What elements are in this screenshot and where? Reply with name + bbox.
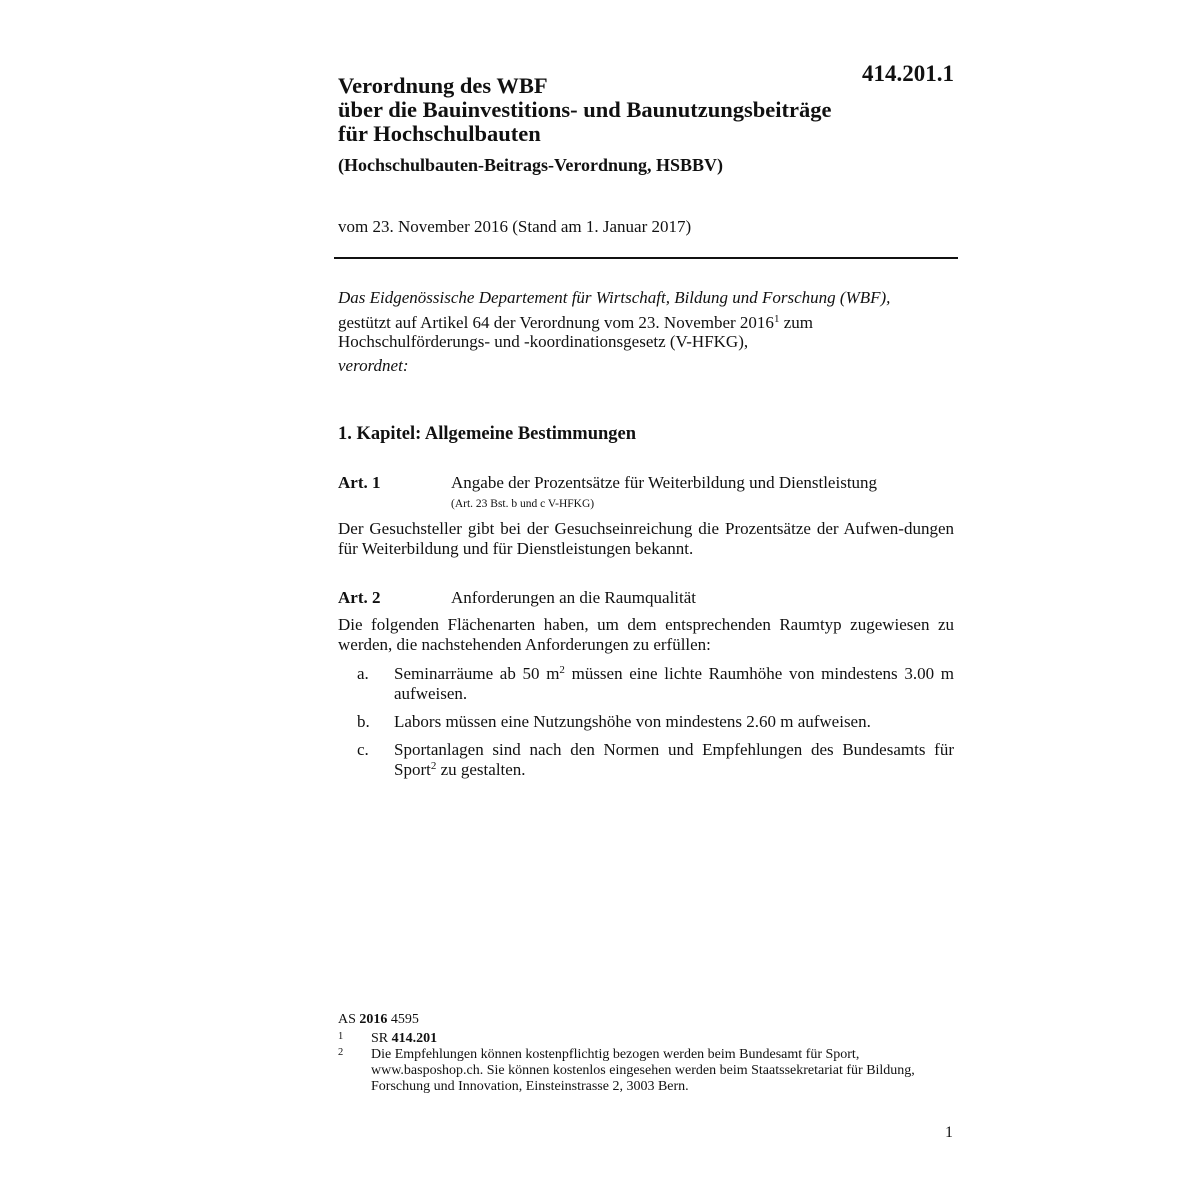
article-reference: (Art. 23 Bst. b und c V-HFKG) xyxy=(451,498,595,510)
article-number: Art. 1 xyxy=(338,473,381,492)
footnote-prefix: SR xyxy=(371,1031,392,1046)
list-item-text xyxy=(394,664,954,704)
list-item-text-part: Labors müssen eine Nutzungshöhe von mindestens 2.60 m aufweisen. xyxy=(394,712,871,731)
footnote-ref[interactable]: 2 xyxy=(430,760,437,772)
article-number: Art. 2 xyxy=(338,588,381,607)
date-line: vom 23. November 2016 (Stand am 1. Januar 2017) xyxy=(338,217,692,236)
list-item-text xyxy=(394,712,954,732)
chapter-heading: 1. Kapitel: Allgemeine Bestimmungen xyxy=(338,424,637,444)
list-item-text-part: Sportanlagen sind nach den Normen und Empfehlungen des Bundesamts für Sport xyxy=(394,740,954,779)
title-line: über die Bauinvestitions- und Baunutzungsbeiträge xyxy=(338,97,832,122)
title-line: Verordnung des WBF xyxy=(338,73,548,98)
footnote-text: Die Empfehlungen können kostenpflichtig bezogen werden beim Bundesamt für Sport, www.basposhop.ch. Sie können kostenlos eingesehen werden beim Staatssekretariat für Bildung, Forschung und Innovation, Einsteinstrasse 2, 3003 Bern. xyxy=(371,1047,915,1094)
title-line: für Hochschulbauten xyxy=(338,121,541,146)
footnote-number: 1 xyxy=(338,1031,344,1042)
preamble-basis xyxy=(338,313,954,351)
document-title xyxy=(338,74,938,146)
list-item-text xyxy=(394,740,954,780)
article-1-text: Der Gesuchsteller gibt bei der Gesuchseinreichung die Prozentsätze der Aufwen-dungen für Weiterbildung und für Dienstleistungen bekannt. xyxy=(338,519,954,558)
preamble-basis-text: gestützt auf Artikel 64 der Verordnung vom 23. November 2016 xyxy=(338,313,774,332)
list-item-letter: c. xyxy=(357,740,369,759)
as-page: 4595 xyxy=(387,1012,419,1027)
official-collection-ref xyxy=(338,1012,419,1028)
superscript: 2 xyxy=(559,664,565,676)
preamble-basis-text-end: zum Hochschulförderungs- und -koordinationsgesetz (V-HFKG), xyxy=(338,313,813,351)
article-title: Anforderungen an die Raumqualität xyxy=(451,588,697,607)
sr-number: 414.201.1 xyxy=(862,61,954,86)
footnote-text xyxy=(371,1031,954,1047)
preamble-authority: Das Eidgenössische Departement für Wirtschaft, Bildung und Forschung (WBF), xyxy=(338,288,891,307)
footnote-sr-number: 414.201 xyxy=(391,1031,438,1046)
as-prefix: AS xyxy=(338,1012,360,1027)
list-item-text-part: müssen eine lichte Raumhöhe von mindestens 3.00 m aufweisen. xyxy=(394,664,954,703)
article-title: Angabe der Prozentsätze für Weiterbildung und Dienstleistung xyxy=(451,473,878,492)
preamble xyxy=(338,288,954,375)
preamble-verb: verordnet: xyxy=(338,356,409,375)
list-item-text-part: Seminarräume ab 50 m xyxy=(394,664,560,683)
footnote-ref[interactable]: 1 xyxy=(773,313,780,325)
list-item-text-part: zu gestalten. xyxy=(436,760,526,779)
list-item-letter: b. xyxy=(357,712,370,731)
footnote-number: 2 xyxy=(338,1047,344,1058)
page-number: 1 xyxy=(945,1124,953,1141)
short-title: (Hochschulbauten-Beitrags-Verordnung, HSBBV) xyxy=(338,155,724,175)
as-year: 2016 xyxy=(359,1012,388,1027)
article-2-intro: Die folgenden Flächenarten haben, um dem entsprechenden Raumtyp zugewiesen zu werden, die nachstehenden Anforderungen zu erfüllen: xyxy=(338,615,954,654)
title-divider xyxy=(334,257,958,259)
list-item-letter: a. xyxy=(357,664,369,683)
